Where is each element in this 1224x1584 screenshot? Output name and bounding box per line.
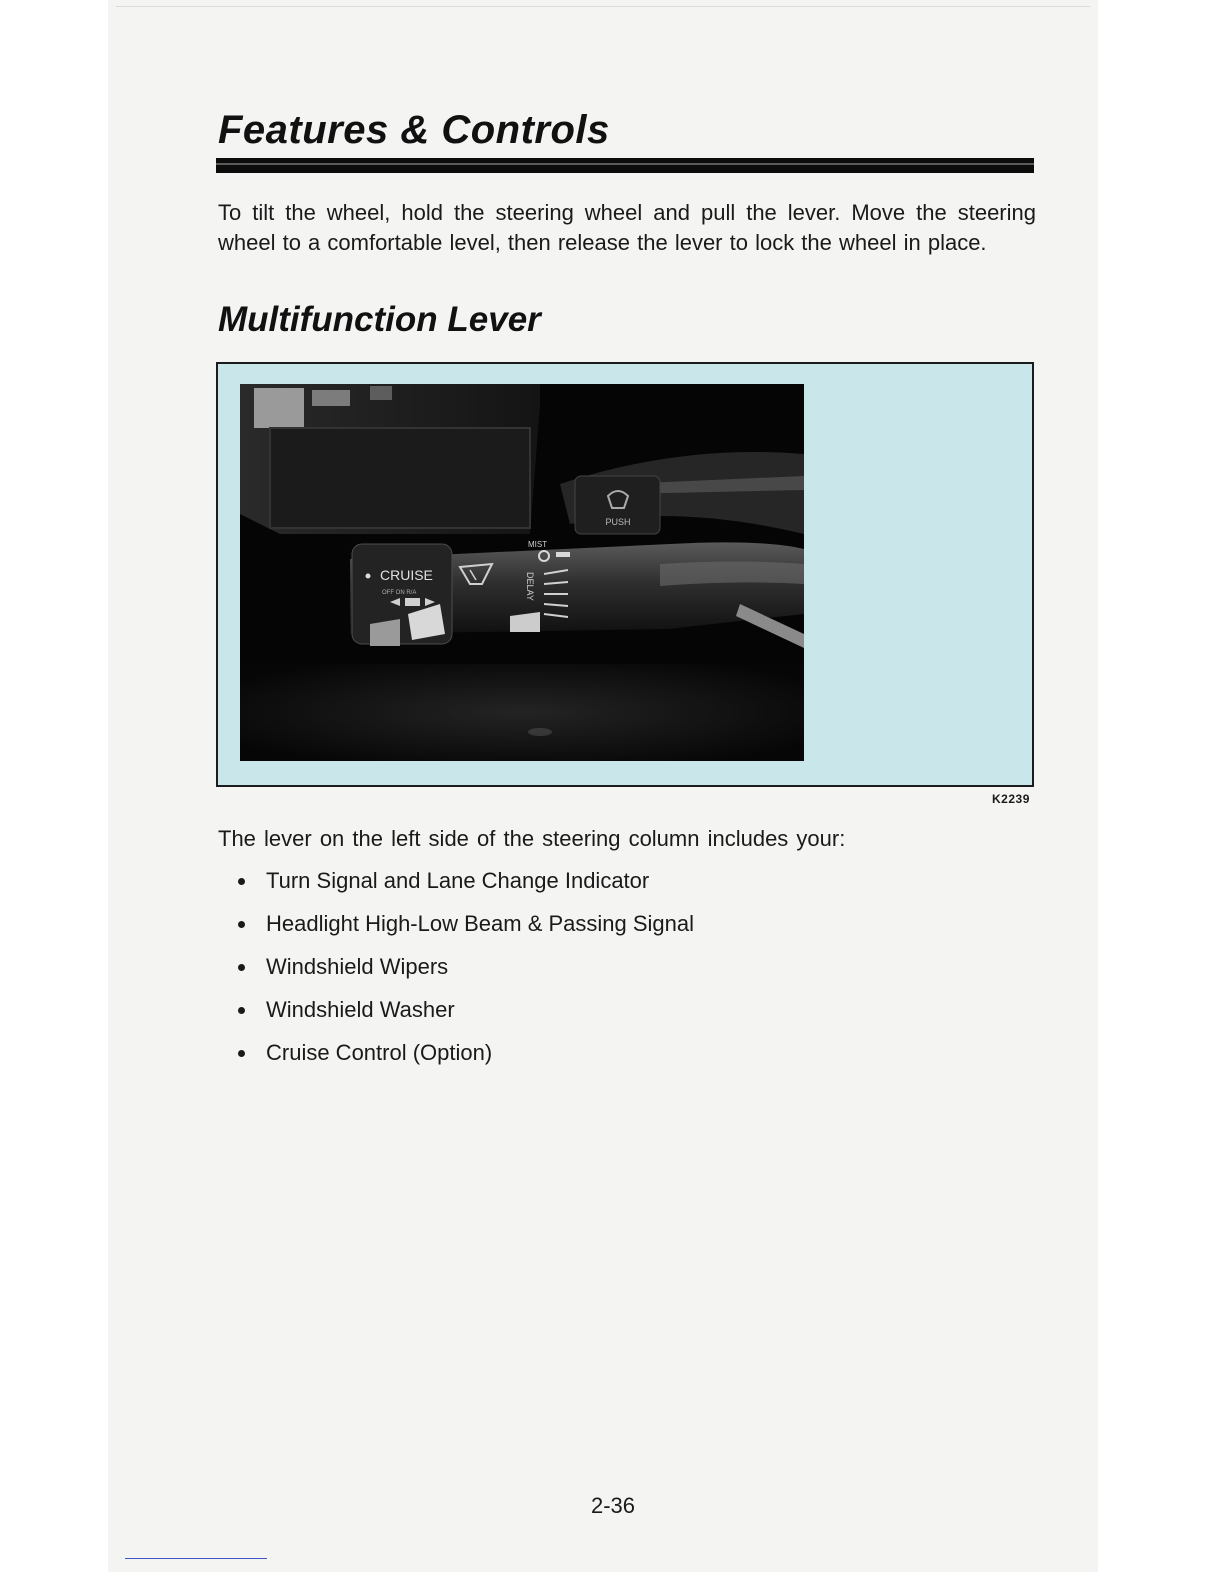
- list-item-text: Cruise Control (Option): [266, 1040, 493, 1065]
- title-rule: [216, 158, 1034, 173]
- list-item-text: Windshield Washer: [266, 997, 455, 1022]
- bullet-icon: [238, 964, 245, 971]
- manual-page: [108, 0, 1098, 1572]
- list-item-text: Turn Signal and Lane Change Indicator: [266, 868, 650, 893]
- list-item: [232, 866, 694, 909]
- feature-list: [232, 866, 694, 1081]
- lever-photo-drawing: [240, 384, 804, 761]
- multifunction-lever-photo: [240, 384, 804, 761]
- bullet-icon: [238, 1050, 245, 1057]
- list-item: [232, 1038, 694, 1081]
- push-label: PUSH: [605, 517, 631, 527]
- lead-paragraph: The lever on the left side of the steering column includes your:: [218, 826, 846, 851]
- cruise-label: CRUISE: [380, 567, 433, 583]
- list-item: [232, 995, 694, 1038]
- figure-frame: [216, 362, 1034, 787]
- figure-code: K2239: [992, 792, 1030, 806]
- cruise-positions-label: OFF ON R/A: [382, 590, 417, 596]
- mist-label: MIST: [528, 540, 548, 549]
- section-title: Features & Controls: [218, 108, 610, 152]
- bullet-icon: [238, 1007, 245, 1014]
- page-number: 2-36: [590, 1493, 636, 1518]
- subsection-title: Multifunction Lever: [218, 300, 541, 339]
- list-item-text: Windshield Wipers: [266, 954, 449, 979]
- bullet-icon: [238, 921, 245, 928]
- footer-link-underline[interactable]: [125, 1558, 267, 1559]
- list-item-text: Headlight High-Low Beam & Passing Signal: [266, 911, 695, 936]
- list-item: [232, 909, 694, 952]
- delay-label: DELAY: [525, 572, 535, 601]
- dash-switch: [254, 388, 304, 428]
- list-item: [232, 952, 694, 995]
- bullet-icon: [238, 878, 245, 885]
- page-edge: [116, 6, 1090, 7]
- intro-paragraph: To tilt the wheel, hold the steering wheel and pull the lever. Move the steering wheel to a comfortable level, then release the lever to lock the wheel in place.: [218, 200, 1036, 255]
